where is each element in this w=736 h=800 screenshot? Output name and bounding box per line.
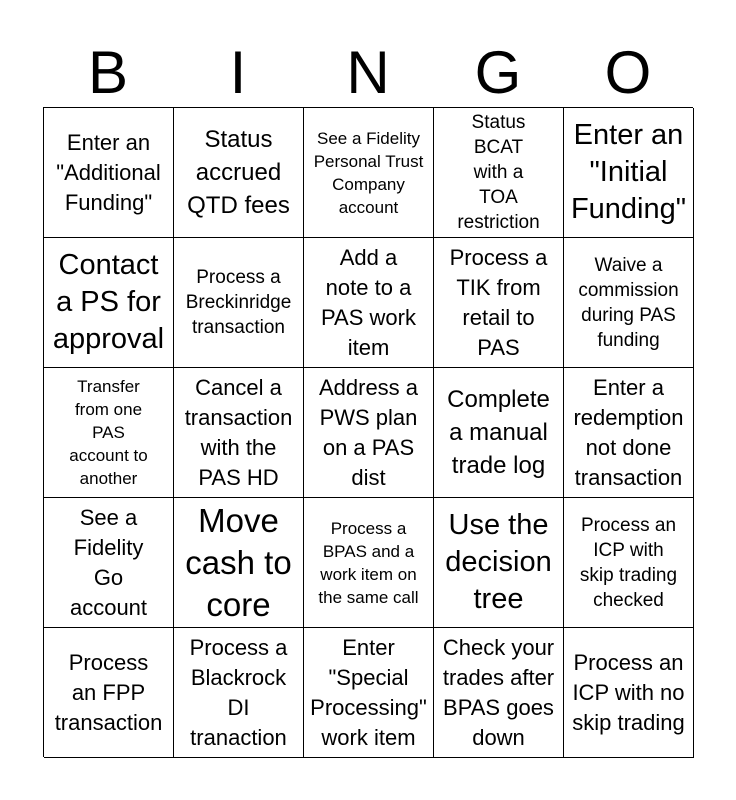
cell-text: Transfer from one PAS account to another bbox=[69, 377, 148, 488]
cell-text: Process a BPAS and a work item on the same call bbox=[318, 518, 419, 607]
cell-text: Enter an "Initial Funding" bbox=[570, 119, 687, 225]
cell-text: Address a PWS plan on a PAS dist bbox=[318, 374, 419, 490]
bingo-cell[interactable] bbox=[434, 628, 564, 758]
header-letter-n: N bbox=[346, 39, 390, 106]
cell-text: Status BCAT with a TOA restriction bbox=[457, 112, 540, 233]
cell-text: Process a TIK from retail to PAS bbox=[449, 244, 548, 360]
bingo-cell[interactable] bbox=[174, 628, 304, 758]
cell-text: See a Fidelity Personal Trust Company account bbox=[313, 128, 424, 217]
cell-text: Waive a commission during PAS funding bbox=[578, 254, 679, 351]
cell-text: Process a Blackrock DI tranaction bbox=[189, 634, 288, 750]
cell-text: Status accrued QTD fees bbox=[187, 126, 290, 219]
bingo-cell[interactable] bbox=[174, 108, 304, 238]
bingo-cell[interactable] bbox=[174, 498, 304, 628]
bingo-cell[interactable] bbox=[434, 238, 564, 368]
bingo-cell[interactable] bbox=[434, 498, 564, 628]
header-letter-o: O bbox=[604, 39, 652, 106]
cell-text: Enter "Special Processing" work item bbox=[310, 634, 427, 750]
cell-text: Move cash to core bbox=[185, 501, 292, 623]
cell-text: Complete a manual trade log bbox=[447, 386, 550, 479]
bingo-cell[interactable] bbox=[304, 498, 434, 628]
bingo-cell[interactable] bbox=[564, 238, 694, 368]
bingo-cell[interactable] bbox=[44, 108, 174, 238]
bingo-cell[interactable] bbox=[44, 498, 174, 628]
bingo-cell[interactable] bbox=[304, 238, 434, 368]
bingo-cell[interactable] bbox=[434, 108, 564, 238]
bingo-cell[interactable] bbox=[304, 628, 434, 758]
bingo-cell[interactable] bbox=[304, 368, 434, 498]
cell-text: Process an ICP with skip trading checked bbox=[579, 514, 678, 611]
bingo-cell[interactable] bbox=[564, 498, 694, 628]
bingo-cell[interactable] bbox=[434, 368, 564, 498]
cell-text: Enter a redemption not done transaction bbox=[573, 374, 684, 490]
bingo-cell[interactable] bbox=[564, 628, 694, 758]
bingo-board bbox=[43, 107, 693, 757]
bingo-cell[interactable] bbox=[174, 238, 304, 368]
bingo-cell[interactable] bbox=[564, 368, 694, 498]
bingo-cell[interactable] bbox=[44, 628, 174, 758]
header-letter-g: G bbox=[474, 39, 522, 106]
header-letter-i: I bbox=[229, 39, 247, 106]
cell-text: Enter an "Additional Funding" bbox=[56, 129, 161, 215]
bingo-cell[interactable] bbox=[174, 368, 304, 498]
cell-text: Process a Breckinridge transaction bbox=[185, 267, 292, 338]
bingo-cell[interactable] bbox=[44, 368, 174, 498]
cell-text: Add a note to a PAS work item bbox=[321, 244, 416, 360]
bingo-cell[interactable] bbox=[44, 238, 174, 368]
cell-text: Process an ICP with no skip trading bbox=[572, 649, 685, 735]
cell-text: Use the decision tree bbox=[445, 509, 552, 615]
cell-text: Check your trades after BPAS goes down bbox=[442, 634, 555, 750]
bingo-cell[interactable] bbox=[564, 108, 694, 238]
header-letter-b: B bbox=[87, 39, 129, 106]
bingo-cell[interactable] bbox=[304, 108, 434, 238]
cell-text: Contact a PS for approval bbox=[52, 249, 165, 355]
cell-text: Process an FPP transaction bbox=[54, 649, 163, 735]
cell-text: Cancel a transaction with the PAS HD bbox=[184, 374, 293, 490]
cell-text: See a Fidelity Go account bbox=[69, 504, 148, 620]
bingo-header bbox=[43, 38, 693, 108]
